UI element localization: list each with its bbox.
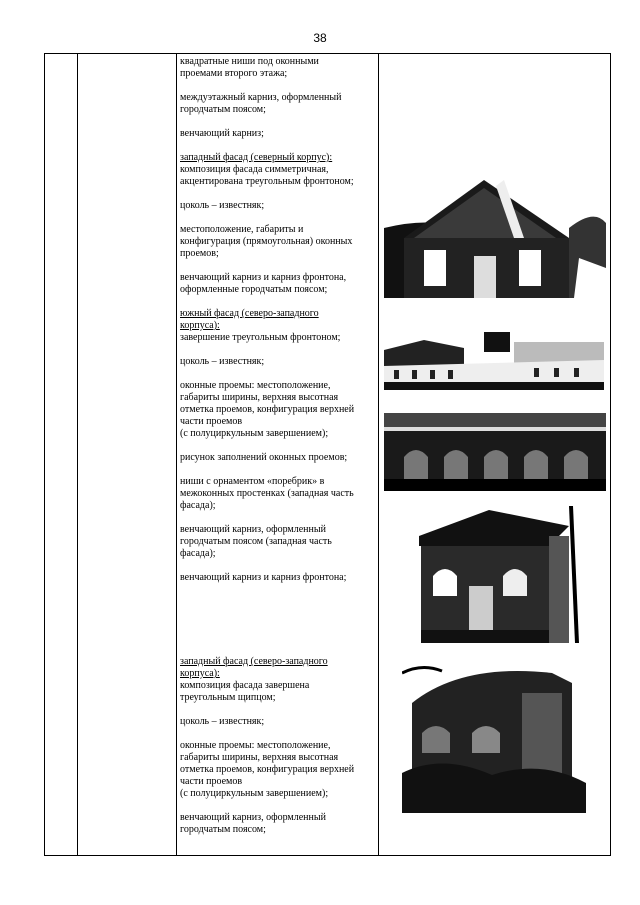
text-line: городчатым поясом;	[180, 824, 266, 835]
building-photo	[399, 506, 587, 643]
paragraph	[180, 224, 375, 260]
text-line: акцентирована треугольным фронтоном;	[180, 176, 354, 187]
paragraph-gap	[180, 116, 375, 128]
text-line: треугольным щипцом;	[180, 692, 276, 703]
description-column	[180, 56, 375, 836]
paragraph	[180, 200, 375, 212]
paragraph	[180, 716, 375, 728]
paragraph-gap	[180, 584, 375, 656]
paragraph-gap	[180, 512, 375, 524]
paragraph	[180, 452, 375, 464]
section-heading-line: западный фасад (северо-западного	[180, 656, 328, 667]
text-line: городчатым поясом (западная часть	[180, 536, 332, 547]
text-line: (с полуциркульным завершением);	[180, 788, 329, 799]
text-line: рисунок заполнений оконных проемов;	[180, 452, 348, 463]
paragraph-gap	[180, 80, 375, 92]
paragraph	[180, 128, 375, 140]
text-line: венчающий карниз, оформленный	[180, 524, 326, 535]
column-divider	[176, 54, 177, 855]
building-photo	[384, 413, 606, 491]
text-line: оконные проемы: местоположение,	[180, 740, 331, 751]
paragraph-gap	[180, 440, 375, 452]
text-line: отметка проемов, конфигурация верхней	[180, 764, 355, 775]
paragraph-gap	[180, 560, 375, 572]
text-line: проемами второго этажа;	[180, 68, 288, 79]
paragraph	[180, 272, 375, 296]
paragraph-gap	[180, 344, 375, 356]
page-number: 38	[313, 31, 327, 45]
text-line: композиция фасада завершена	[180, 680, 310, 691]
text-line: венчающий карниз;	[180, 128, 264, 139]
text-line: венчающий карниз, оформленный	[180, 812, 326, 823]
text-line: габариты ширины, верхняя высотная	[180, 392, 339, 403]
text-line: завершение треугольным фронтоном;	[180, 332, 341, 343]
text-line: междуэтажный карниз, оформленный	[180, 92, 342, 103]
text-line: отметка проемов, конфигурация верхней	[180, 404, 355, 415]
text-line: оконные проемы: местоположение,	[180, 380, 331, 391]
text-line: фасада);	[180, 548, 216, 559]
column-divider	[77, 54, 78, 855]
paragraph-gap	[180, 464, 375, 476]
text-line: фасада);	[180, 500, 216, 511]
paragraph-gap	[180, 188, 375, 200]
text-line: цоколь – известняк;	[180, 716, 265, 727]
section-heading-line: южный фасад (северо-западного	[180, 308, 319, 319]
paragraph-gap	[180, 260, 375, 272]
paragraph	[180, 572, 375, 584]
section-heading-line: корпуса):	[180, 320, 220, 331]
paragraph	[180, 812, 375, 836]
paragraph	[180, 380, 375, 440]
text-line: венчающий карниз и карниз фронтона;	[180, 572, 347, 583]
paragraph-gap	[180, 296, 375, 308]
building-photo	[384, 330, 604, 390]
text-line: квадратные ниши под оконными	[180, 56, 319, 67]
text-line: ниши с орнаментом «поребрик» в	[180, 476, 325, 487]
text-line: части проемов	[180, 416, 243, 427]
paragraph-gap	[180, 800, 375, 812]
text-line: оформленные городчатым поясом;	[180, 284, 328, 295]
column-divider	[378, 54, 379, 855]
paragraph-gap	[180, 212, 375, 224]
section-heading-line: западный фасад (северный корпус):	[180, 152, 333, 163]
text-line: композиция фасада симметричная,	[180, 164, 329, 175]
text-line: местоположение, габариты и	[180, 224, 304, 235]
text-line: венчающий карниз и карниз фронтона,	[180, 272, 347, 283]
paragraph	[180, 656, 375, 704]
paragraph-gap	[180, 728, 375, 740]
paragraph	[180, 152, 375, 188]
text-line: части проемов	[180, 776, 243, 787]
paragraph	[180, 476, 375, 512]
paragraph	[180, 56, 375, 80]
paragraph-gap	[180, 704, 375, 716]
building-photo	[384, 168, 606, 298]
paragraph	[180, 740, 375, 800]
section-heading-line: корпуса):	[180, 668, 220, 679]
text-line: конфигурация (прямоугольная) оконных	[180, 236, 353, 247]
text-line: (с полуциркульным завершением);	[180, 428, 329, 439]
paragraph	[180, 92, 375, 116]
paragraph-gap	[180, 368, 375, 380]
text-line: габариты ширины, верхняя высотная	[180, 752, 339, 763]
paragraph	[180, 524, 375, 560]
building-photo	[402, 663, 586, 813]
text-line: цоколь – известняк;	[180, 356, 265, 367]
paragraph	[180, 308, 375, 344]
text-line: проемов;	[180, 248, 219, 259]
text-line: городчатым поясом;	[180, 104, 266, 115]
table-frame	[44, 53, 611, 856]
text-line: цоколь – известняк;	[180, 200, 265, 211]
text-line: межоконных простенках (западная часть	[180, 488, 354, 499]
paragraph-gap	[180, 140, 375, 152]
paragraph	[180, 356, 375, 368]
